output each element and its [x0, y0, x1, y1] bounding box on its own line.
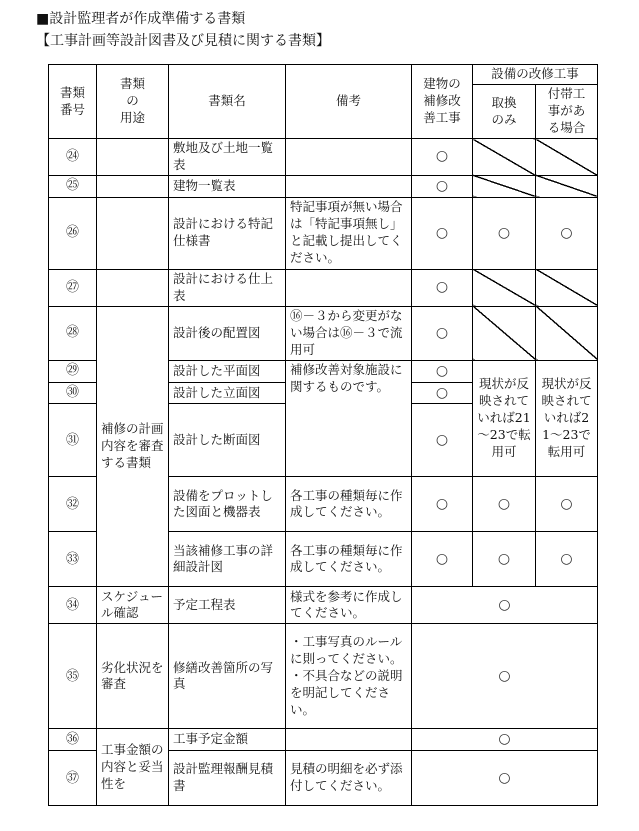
header-building: 建物の 補修改 善工事: [412, 65, 473, 139]
all-applicable-mark: ○: [412, 729, 598, 751]
remarks-cell: 各工事の種類毎に作成してください。: [286, 477, 412, 532]
row-number: ㉙: [49, 360, 97, 382]
building-mark: ○: [412, 306, 473, 360]
documents-table: [48, 64, 598, 806]
row-number: ㉗: [49, 269, 97, 306]
exchange-note-29-31: 現状が反映されていれば21～23で転用可: [473, 360, 536, 477]
document-name: 設計における特記仕様書: [169, 197, 286, 269]
row-number: ㉛: [49, 404, 97, 477]
exchange-mark: ○: [473, 197, 536, 269]
remarks-cell-29-31: 補修改善対象施設に関するものです。: [286, 360, 412, 477]
table-subheading: 【工事計画等設計図書及び見積に関する書類】: [36, 33, 330, 49]
not-applicable-cell: [473, 139, 536, 176]
row-number: ㉜: [49, 477, 97, 532]
document-name: 設計における仕上表: [169, 269, 286, 306]
purpose-cost-review: 工事金額の内容と妥当性を: [97, 729, 169, 806]
document-name: 当該補修工事の詳細設計図: [169, 532, 286, 587]
document-name: 設計後の配置図: [169, 306, 286, 360]
header-equipment: 設備の改修工事: [473, 65, 598, 85]
related-mark: ○: [536, 477, 598, 532]
row-number: ㉟: [49, 624, 97, 729]
building-mark: ○: [412, 139, 473, 176]
document-name: 設計した断面図: [169, 404, 286, 477]
document-name: 設計した立面図: [169, 382, 286, 404]
header-name: 書類名: [169, 65, 286, 139]
row-number: ㉝: [49, 532, 97, 587]
exchange-mark: ○: [473, 477, 536, 532]
remarks-cell: [286, 175, 412, 197]
building-mark: ○: [412, 404, 473, 477]
row-number: ㉖: [49, 197, 97, 269]
not-applicable-cell: [536, 175, 598, 197]
not-applicable-cell: [473, 269, 536, 306]
document-heading: ■設計監理者が作成準備する書類: [36, 11, 246, 27]
document-name: 工事予定金額: [169, 729, 286, 751]
related-mark: ○: [536, 197, 598, 269]
document-name: 敷地及び土地一覧表: [169, 139, 286, 176]
purpose-repair-review: 補修の計画内容を審査する書類: [97, 306, 169, 587]
row-number: ㉘: [49, 306, 97, 360]
all-applicable-mark: ○: [412, 624, 598, 729]
row-number: ㊱: [49, 729, 97, 751]
all-applicable-mark: ○: [412, 587, 598, 624]
remarks-cell: ・工事写真のルールに則ってください。 ・不具合などの説明を明記してください。: [286, 624, 412, 729]
not-applicable-cell: [536, 306, 598, 360]
building-mark: ○: [412, 360, 473, 382]
related-note-29-31: 現状が反映されていれば21～23で転用可: [536, 360, 598, 477]
row-number: ㉕: [49, 175, 97, 197]
building-mark: ○: [412, 382, 473, 404]
header-exchange-only: 取換 のみ: [473, 85, 536, 139]
related-mark: ○: [536, 532, 598, 587]
row-number: ㊲: [49, 751, 97, 806]
building-mark: ○: [412, 477, 473, 532]
header-remarks: 備考: [286, 65, 412, 139]
row-number: ㉔: [49, 139, 97, 176]
not-applicable-cell: [473, 175, 536, 197]
purpose-cell-empty: [97, 197, 169, 269]
remarks-cell: 様式を参考に作成してください。: [286, 587, 412, 624]
remarks-cell: 見積の明細を必ず添付してください。: [286, 751, 412, 806]
purpose-cell-empty: [97, 139, 169, 176]
remarks-cell: 特記事項が無い場合は「特記事項無し」と記載し提出してください。: [286, 197, 412, 269]
document-name: 設計した平面図: [169, 360, 286, 382]
remarks-cell: 各工事の種類毎に作成してください。: [286, 532, 412, 587]
document-name: 設計監理報酬見積書: [169, 751, 286, 806]
document-name: 修繕改善箇所の写真: [169, 624, 286, 729]
building-mark: ○: [412, 175, 473, 197]
exchange-mark: ○: [473, 532, 536, 587]
remarks-cell: [286, 139, 412, 176]
document-name: 予定工程表: [169, 587, 286, 624]
document-name: 設備をプロットした図面と機器表: [169, 477, 286, 532]
all-applicable-mark: ○: [412, 751, 598, 806]
purpose-cell-empty: [97, 269, 169, 306]
row-number: ㉞: [49, 587, 97, 624]
document-name: 建物一覧表: [169, 175, 286, 197]
header-purpose: 書類 の 用途: [97, 65, 169, 139]
remarks-cell: [286, 729, 412, 751]
building-mark: ○: [412, 532, 473, 587]
not-applicable-cell: [536, 139, 598, 176]
header-number: 書類 番号: [49, 65, 97, 139]
remarks-cell: [286, 269, 412, 306]
building-mark: ○: [412, 269, 473, 306]
not-applicable-cell: [536, 269, 598, 306]
purpose-schedule: スケジュール確認: [97, 587, 169, 624]
purpose-deterioration: 劣化状況を審査: [97, 624, 169, 729]
header-with-related: 付帯工 事があ る場合: [536, 85, 598, 139]
remarks-cell: ⑯－３から変更がない場合は⑯－３で流用可: [286, 306, 412, 360]
not-applicable-cell: [473, 306, 536, 360]
purpose-cell-empty: [97, 175, 169, 197]
building-mark: ○: [412, 197, 473, 269]
row-number: ㉚: [49, 382, 97, 404]
